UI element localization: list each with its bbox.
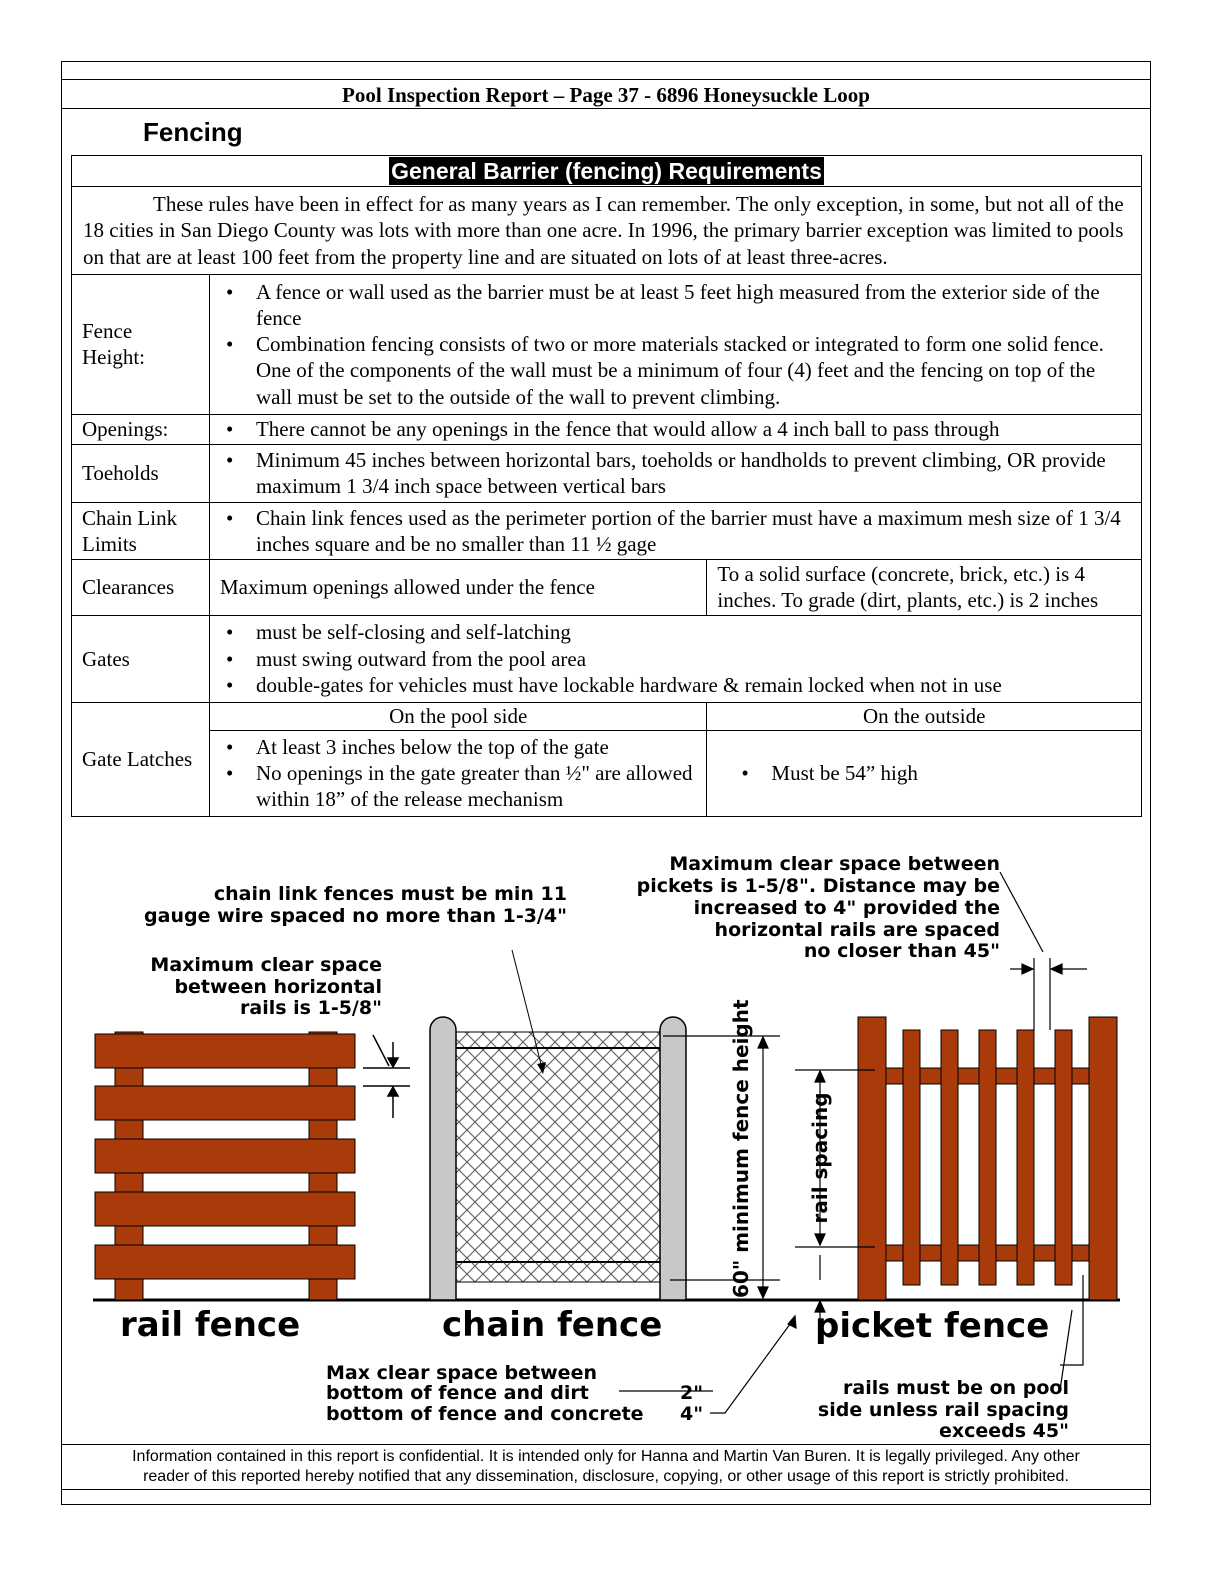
list-item: • double-gates for vehicles must have lockable hardware & remain locked when not in use	[256, 672, 1131, 698]
list-item: • Minimum 45 inches between horizontal bars, toeholds or handholds to prevent climbing, OR provide maximum 1 3/4 inch space between vertical bars	[256, 447, 1131, 500]
list-item: • At least 3 inches below the top of the gate	[256, 734, 696, 760]
chain-fence-label: chain fence	[442, 1305, 663, 1345]
banner-row	[72, 156, 1142, 187]
height-label: 60" minimum fence height	[729, 999, 753, 1298]
row-label: Gates	[72, 615, 210, 702]
row-label: Toeholds	[72, 444, 210, 502]
row-content	[209, 444, 1141, 502]
picket-note-line: Maximum clear space between	[669, 853, 1000, 875]
row-content	[209, 502, 1141, 559]
section-title: Fencing	[143, 117, 243, 147]
row-label: Gate Latches	[72, 702, 210, 816]
clearances-right: To a solid surface (concrete, brick, etc.) is 4 inches. To grade (dirt, plants, etc.) is 2 inches	[707, 559, 1142, 615]
report-header	[61, 79, 1151, 109]
list-item: • Must be 54” high	[771, 760, 1131, 786]
clearances-row	[72, 559, 1142, 615]
row-content	[209, 615, 1141, 702]
rails-note-line: rails must be on pool	[843, 1377, 1069, 1399]
fence-height-row	[72, 274, 1142, 414]
chain-fence-drawing	[430, 1017, 686, 1300]
rail-note-line: between horizontal	[174, 976, 382, 998]
gate-latches-header-row	[72, 702, 1142, 730]
rails-note-pointer	[1060, 1275, 1083, 1390]
barrier-requirements-table	[71, 155, 1142, 817]
chain-note-line: chain link fences must be min 11	[213, 883, 567, 905]
row-label: Clearances	[72, 559, 210, 615]
list-item: • must be self-closing and self-latching	[256, 619, 1131, 645]
row-content	[209, 414, 1141, 444]
rail-fence-drawing	[95, 1032, 355, 1300]
list-item: • There cannot be any openings in the fence that would allow a 4 inch ball to pass through	[256, 416, 1131, 442]
picket-note-line: pickets is 1-5/8". Distance may be	[636, 875, 1000, 897]
picket-note-line: increased to 4" provided the	[693, 897, 1000, 919]
toeholds-row	[72, 444, 1142, 502]
list-item: • No openings in the gate greater than ½" are allowed within 18” of the release mechanism	[256, 760, 696, 813]
picket-fence-drawing	[858, 1017, 1117, 1300]
bottom-note-value: 2"	[680, 1382, 704, 1404]
footer-line: reader of this reported hereby notified that any dissemination, disclosure, copying, or other usage of this report is strictly prohibited.	[143, 1468, 1069, 1485]
chain-link-row	[72, 502, 1142, 559]
rail-note-line: Maximum clear space	[150, 954, 382, 976]
confidentiality-footer	[61, 1444, 1151, 1490]
openings-row	[72, 414, 1142, 444]
report-title: Pool Inspection Report – Page 37 - 6896 Honeysuckle Loop	[342, 83, 870, 107]
row-label: Fence Height:	[72, 274, 210, 414]
row-label: Openings:	[72, 414, 210, 444]
list-item: • must swing outward from the pool area	[256, 646, 1131, 672]
rails-note-line: side unless rail spacing	[817, 1399, 1069, 1421]
clearances-middle: Maximum openings allowed under the fence	[209, 559, 706, 615]
rail-gap-dimension	[363, 1035, 410, 1118]
bottom-note-value: 4"	[680, 1403, 704, 1425]
outside-content	[707, 730, 1142, 816]
rail-spacing-label: rail spacing	[808, 1092, 832, 1224]
banner-cell	[72, 156, 1142, 187]
chain-note-line: gauge wire spaced no more than 1-3/4"	[144, 905, 567, 927]
footer-line: Information contained in this report is confidential. It is intended only for Hanna and Martin Van Buren. It is legally privileged. Any other	[132, 1448, 1080, 1465]
gates-row	[72, 615, 1142, 702]
row-label: Chain Link Limits	[72, 502, 210, 559]
pool-side-content	[209, 730, 706, 816]
outside-header: On the outside	[707, 702, 1142, 730]
bottom-note-line: bottom of fence and concrete	[326, 1403, 644, 1425]
intro-cell	[72, 187, 1142, 275]
list-item: • Combination fencing consists of two or more materials stacked or integrated to form one solid fence. One of the components of the wall must be a minimum of four (4) feet and the fencing on top of the wall must be set to the outside of the wall to prevent climbing.	[256, 331, 1131, 410]
intro-row	[72, 187, 1142, 275]
picket-gap-dimension	[1000, 872, 1087, 1030]
table-banner: General Barrier (fencing) Requirements	[391, 157, 822, 184]
rail-fence-label: rail fence	[120, 1305, 301, 1345]
intro-text: These rules have been in effect for as many years as I can remember. The only exception, in some, but not all of the 18 cities in San Diego County was lots with more than one acre. In 1996, the primary barrier exception was limited to pools on that are at least 100 feet from the property line and are situated on lots of at least three-acres.	[83, 192, 1124, 269]
bottom-note-line: Max clear space between	[326, 1362, 597, 1384]
pool-side-header: On the pool side	[209, 702, 706, 730]
picket-note-line: no closer than 45"	[803, 940, 1000, 962]
row-content	[209, 274, 1141, 414]
fence-diagram	[75, 850, 1150, 1442]
picket-note-line: horizontal rails are spaced	[714, 919, 1000, 941]
bottom-note-line: bottom of fence and dirt	[326, 1382, 589, 1404]
gate-latches-row	[72, 730, 1142, 816]
rails-note-line: exceeds 45"	[938, 1420, 1069, 1442]
list-item: • A fence or wall used as the barrier must be at least 5 feet high measured from the exterior side of the fence	[256, 279, 1131, 332]
rail-note-line: rails is 1-5/8"	[240, 997, 382, 1019]
picket-fence-label: picket fence	[815, 1306, 1050, 1346]
list-item: • Chain link fences used as the perimeter portion of the barrier must have a maximum mesh size of 1 3/4 inches square and be no smaller than 11 ½ gage	[256, 505, 1131, 558]
